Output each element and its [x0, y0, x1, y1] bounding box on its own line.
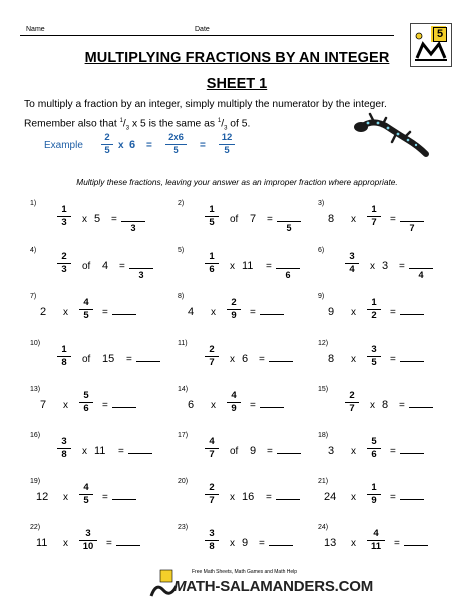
problem-integer: 16 [242, 491, 255, 503]
problem-9 [318, 293, 468, 337]
answer-line [269, 545, 293, 546]
problem-operator: x [351, 446, 356, 457]
problem-fraction [366, 204, 382, 229]
problem-10 [30, 340, 180, 384]
problem-fraction [56, 344, 72, 369]
fraction-numerator: 1 [209, 204, 215, 215]
problem-integer: 11 [242, 260, 254, 272]
fraction-denominator: 7 [371, 217, 377, 228]
problem-fraction [78, 528, 98, 553]
fraction-denominator: 2 [371, 310, 377, 321]
problem-integer: 5 [94, 213, 101, 225]
problem-fraction [204, 204, 220, 229]
fraction-numerator: 1 [371, 482, 377, 493]
problem-number: 22) [30, 524, 41, 531]
fraction-numerator: 3 [371, 344, 377, 355]
fraction-denominator: 7 [349, 403, 355, 414]
answer-denominator: 7 [409, 223, 415, 233]
problem-equals: = [394, 538, 400, 549]
fraction-numerator: 3 [209, 528, 215, 539]
problem-operator: x [351, 307, 356, 318]
problem-integer: 8 [382, 399, 389, 411]
problem-number: 7) [30, 293, 37, 300]
fraction-denominator: 6 [83, 403, 89, 414]
problem-number: 18) [318, 432, 329, 439]
problem-operator: of [82, 354, 91, 365]
problem-integer: 9 [328, 306, 335, 318]
problem-fraction [78, 482, 94, 507]
fraction-numerator: 1 [61, 344, 67, 355]
problem-equals: = [259, 538, 265, 549]
fraction-numerator: 1 [371, 297, 377, 308]
salamander-icon [352, 110, 430, 160]
problem-integer: 24 [324, 491, 337, 503]
fraction-numerator: 3 [349, 251, 355, 262]
fraction-numerator: 3 [85, 528, 91, 539]
problem-fraction [366, 297, 382, 322]
problem-operator: x [82, 214, 87, 225]
problem-15 [318, 386, 468, 430]
answer-line [136, 361, 160, 362]
example-fraction-1: 2 5 [100, 132, 114, 157]
answer-line [112, 314, 136, 315]
problem-integer: 15 [102, 353, 115, 365]
problem-19 [30, 478, 180, 522]
problem-operator: x [211, 400, 216, 411]
problem-equals: = [267, 446, 273, 457]
problem-equals: = [390, 307, 396, 318]
problem-11 [178, 340, 328, 384]
example-label: Example [44, 140, 83, 151]
intro-line-1: To multiply a fraction by an integer, simply multiply the numerator by the integer. [24, 99, 387, 110]
problem-equals: = [390, 492, 396, 503]
answer-line [409, 407, 433, 408]
problem-number: 20) [178, 478, 189, 485]
answer-line [400, 453, 424, 454]
problem-operator: x [370, 261, 375, 272]
sheet-number: SHEET 1 [206, 76, 268, 92]
fraction-numerator: 4 [83, 482, 89, 493]
problem-fraction [366, 436, 382, 461]
problem-number: 23) [178, 524, 189, 531]
problem-6 [318, 247, 468, 291]
fraction-denominator: 7 [209, 449, 215, 460]
fraction-denominator: 9 [371, 495, 377, 506]
problem-equals: = [102, 307, 108, 318]
problem-number: 2) [178, 200, 185, 207]
problem-18 [318, 432, 468, 476]
problem-fraction [56, 204, 72, 229]
problem-integer: 13 [324, 537, 337, 549]
answer-denominator: 5 [286, 223, 292, 233]
name-label: Name [26, 26, 45, 33]
problem-equals: = [399, 400, 405, 411]
logo-number: 5 [433, 27, 447, 42]
problem-number: 24) [318, 524, 329, 531]
problem-equals: = [399, 261, 405, 272]
answer-line [400, 499, 424, 500]
problem-number: 5) [178, 247, 185, 254]
fraction-numerator: 4 [83, 297, 89, 308]
instruction-text: Multiply these fractions, leaving your answer as an improper fraction where appropriate. [76, 177, 398, 187]
problem-fraction [366, 482, 382, 507]
problem-integer: 11 [94, 445, 106, 457]
problem-number: 1) [30, 200, 37, 207]
problem-operator: x [63, 307, 68, 318]
problem-integer: 6 [188, 399, 195, 411]
problem-fraction [226, 297, 242, 322]
problem-equals: = [250, 307, 256, 318]
fraction-numerator: 1 [371, 204, 377, 215]
problem-fraction [56, 251, 72, 276]
answer-line [400, 221, 424, 222]
problem-integer: 9 [250, 445, 257, 457]
fraction-denominator: 8 [61, 357, 67, 368]
fraction-denominator: 6 [371, 449, 377, 460]
fraction-denominator: 8 [209, 541, 215, 552]
problem-fraction [78, 390, 94, 415]
answer-line [400, 314, 424, 315]
problem-integer: 9 [242, 537, 249, 549]
answer-line [116, 545, 140, 546]
problem-number: 6) [318, 247, 325, 254]
problem-fraction [204, 251, 220, 276]
problem-21 [318, 478, 468, 522]
answer-line [112, 499, 136, 500]
fraction-numerator: 4 [373, 528, 379, 539]
problem-equals: = [390, 354, 396, 365]
problem-operator: x [230, 354, 235, 365]
problem-operator: of [230, 214, 239, 225]
example-fraction-3: 12 5 [218, 132, 236, 157]
problem-8 [178, 293, 328, 337]
problem-number: 8) [178, 293, 185, 300]
fraction-numerator: 3 [61, 436, 67, 447]
fraction-numerator: 4 [231, 390, 237, 401]
intro-line-2: Remember also that $^1/_3$ x 5 is the same as $^1/_3$ of 5. [24, 118, 251, 132]
problem-integer: 6 [242, 353, 249, 365]
example-integer: 6 [129, 139, 136, 151]
problem-operator: x [63, 492, 68, 503]
problem-operator: x [230, 261, 235, 272]
fraction-numerator: 5 [371, 436, 377, 447]
problem-number: 19) [30, 478, 41, 485]
problem-operator: x [63, 538, 68, 549]
fraction-denominator: 5 [209, 217, 215, 228]
problem-integer: 8 [328, 353, 335, 365]
problem-equals: = [266, 261, 272, 272]
fraction-denominator: 9 [231, 403, 237, 414]
fraction-numerator: 5 [83, 390, 89, 401]
problem-24 [318, 524, 468, 568]
answer-line [277, 453, 301, 454]
problem-integer: 4 [188, 306, 195, 318]
problem-equals: = [106, 538, 112, 549]
problem-number: 11) [178, 340, 188, 347]
fraction-denominator: 10 [82, 541, 94, 552]
problem-operator: x [370, 400, 375, 411]
problem-number: 9) [318, 293, 325, 300]
problem-equals: = [126, 354, 132, 365]
fraction-denominator: 5 [83, 495, 89, 506]
problem-operator: x [351, 354, 356, 365]
problem-14 [178, 386, 328, 430]
problem-equals: = [266, 492, 272, 503]
problem-number: 15) [318, 386, 329, 393]
fraction-denominator: 7 [209, 495, 215, 506]
fraction-numerator: 2 [61, 251, 67, 262]
fraction-denominator: 9 [231, 310, 237, 321]
problem-integer: 12 [36, 491, 49, 503]
example-fraction-2: 2x6 5 [164, 132, 188, 157]
problem-number: 3) [318, 200, 325, 207]
answer-line [276, 268, 300, 269]
problem-operator: x [351, 214, 356, 225]
problem-number: 13) [30, 386, 41, 393]
problem-operator: x [211, 307, 216, 318]
problem-fraction [226, 390, 242, 415]
problem-equals: = [102, 492, 108, 503]
problem-fraction [344, 390, 360, 415]
date-label: Date [195, 26, 210, 33]
answer-line [276, 499, 300, 500]
answer-line [128, 453, 152, 454]
example-times: x [118, 140, 124, 151]
footer-brand: MATH-SALAMANDERS.COM [174, 578, 374, 595]
problem-equals: = [259, 354, 265, 365]
answer-denominator: 6 [285, 270, 291, 280]
problem-13 [30, 386, 180, 430]
problem-7 [30, 293, 180, 337]
problem-equals: = [102, 400, 108, 411]
problem-fraction [204, 482, 220, 507]
problem-equals: = [111, 214, 117, 225]
answer-denominator: 3 [138, 270, 144, 280]
problem-equals: = [390, 446, 396, 457]
fraction-denominator: 3 [61, 264, 67, 275]
example-equals-2: = [200, 140, 206, 151]
fraction-numerator: 2 [231, 297, 237, 308]
fraction-numerator: 2 [349, 390, 355, 401]
problem-number: 21) [318, 478, 329, 485]
answer-line [277, 221, 301, 222]
problem-operator: x [351, 538, 356, 549]
problem-equals: = [267, 214, 273, 225]
problem-equals: = [250, 400, 256, 411]
fraction-denominator: 5 [83, 310, 89, 321]
problem-integer: 11 [36, 537, 48, 549]
fraction-numerator: 4 [209, 436, 215, 447]
fraction-denominator: 4 [349, 264, 355, 275]
answer-denominator: 3 [130, 223, 136, 233]
problem-fraction [78, 297, 94, 322]
problem-fraction [204, 528, 220, 553]
problem-integer: 7 [40, 399, 47, 411]
name-date-line [20, 35, 394, 36]
footer-tagline: Free Math Sheets, Math Games and Math Help [192, 569, 298, 575]
problem-number: 10) [30, 340, 41, 347]
fraction-denominator: 3 [61, 217, 67, 228]
problem-number: 12) [318, 340, 329, 347]
problem-equals: = [119, 261, 125, 272]
problem-operator: x [82, 446, 87, 457]
answer-line [260, 407, 284, 408]
problem-number: 16) [30, 432, 41, 439]
problem-number: 4) [30, 247, 37, 254]
problem-operator: x [230, 538, 235, 549]
problem-integer: 4 [102, 260, 109, 272]
problem-operator: of [230, 446, 239, 457]
problem-equals: = [390, 214, 396, 225]
problem-20 [178, 478, 328, 522]
answer-line [121, 221, 145, 222]
problem-fraction [366, 344, 382, 369]
problem-fraction [56, 436, 72, 461]
problem-integer: 7 [250, 213, 257, 225]
problem-23 [178, 524, 328, 568]
footer-brand-area [148, 566, 374, 606]
answer-line [260, 314, 284, 315]
problem-operator: x [63, 400, 68, 411]
fraction-denominator: 7 [209, 357, 215, 368]
fraction-numerator: 1 [61, 204, 67, 215]
problem-number: 17) [178, 432, 189, 439]
answer-line [269, 361, 293, 362]
example-equals-1: = [146, 140, 152, 151]
fraction-denominator: 8 [61, 449, 67, 460]
problem-equals: = [118, 446, 124, 457]
problem-operator: of [82, 261, 91, 272]
fraction-numerator: 2 [209, 344, 215, 355]
answer-line [400, 361, 424, 362]
answer-line [404, 545, 428, 546]
problem-4 [30, 247, 180, 291]
problem-integer: 3 [382, 260, 389, 272]
problem-fraction [344, 251, 360, 276]
problem-22 [30, 524, 180, 568]
problem-3 [318, 200, 468, 244]
fraction-numerator: 2 [209, 482, 215, 493]
fraction-denominator: 11 [370, 541, 382, 552]
problem-16 [30, 432, 180, 476]
problem-17 [178, 432, 328, 476]
problem-2 [178, 200, 328, 244]
problem-fraction [204, 344, 220, 369]
problem-integer: 8 [328, 213, 335, 225]
problem-operator: x [230, 492, 235, 503]
worksheet-title: MULTIPLYING FRACTIONS BY AN INTEGER [84, 50, 390, 66]
fraction-denominator: 6 [209, 264, 215, 275]
problem-fraction [366, 528, 386, 553]
answer-denominator: 4 [418, 270, 424, 280]
answer-line [409, 268, 433, 269]
problem-12 [318, 340, 468, 384]
problem-operator: x [351, 492, 356, 503]
answer-line [129, 268, 153, 269]
answer-line [112, 407, 136, 408]
problem-integer: 2 [40, 306, 47, 318]
fraction-numerator: 1 [209, 251, 215, 262]
problem-fraction [204, 436, 220, 461]
problem-5 [178, 247, 328, 291]
problem-number: 14) [178, 386, 189, 393]
problem-1 [30, 200, 180, 244]
fraction-denominator: 5 [371, 357, 377, 368]
problem-integer: 3 [328, 445, 335, 457]
